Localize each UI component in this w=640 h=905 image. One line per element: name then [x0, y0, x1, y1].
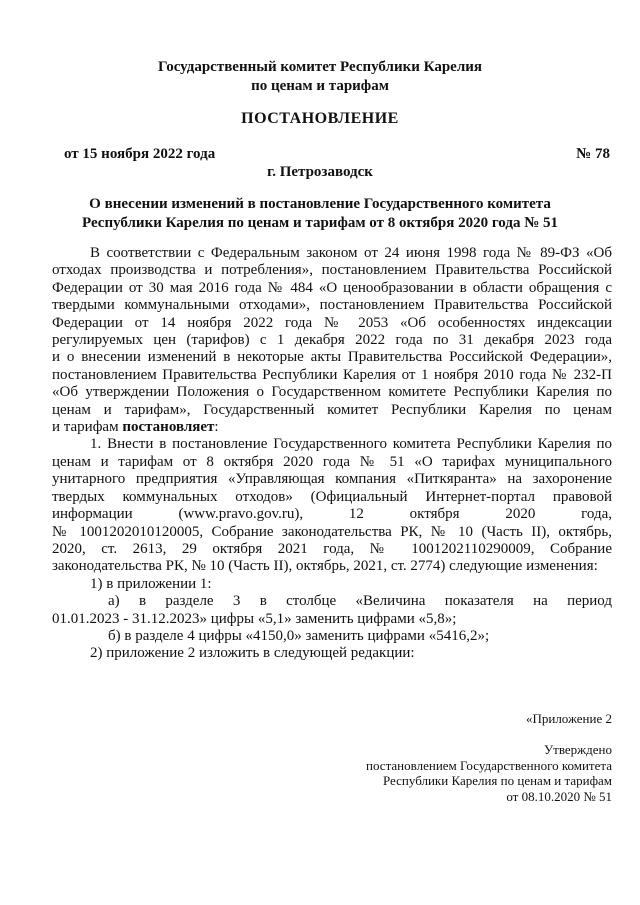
- p2-line: 1. Внести в постановление Государственного комитета Республики Карелия по: [90, 436, 612, 453]
- approval-line1: постановлением Государственного комитета: [366, 757, 612, 773]
- p2-last-line: законодательства РК, № 10 (Часть II), октябрь, 2021, ст. 2774) следующие изменения:: [52, 558, 598, 575]
- p1-last-colon: :: [214, 419, 219, 436]
- p1-line: ценам и тарифам», Государственный комитет Республики Карелия по ценам: [52, 401, 612, 418]
- p1-line: регулируемых цен (тарифов) с 1 декабря 2022 года по 31 декабря 2023 года: [52, 332, 612, 349]
- resolves-keyword: постановляет: [122, 419, 215, 436]
- p1-line: Федерации от 14 ноября 2022 года № 2053 «Об особенностях индексации: [52, 314, 612, 331]
- item-1b: б) в разделе 4 цифры «4150,0» заменить цифрами «5416,2»;: [108, 627, 490, 644]
- appendix-label: «Приложение 2: [525, 711, 612, 726]
- approved-word: Утверждено: [543, 742, 612, 757]
- org-name-line1: Государственный комитет Республики Карелия: [158, 59, 482, 75]
- p1-last-line: [52, 419, 612, 436]
- doc-title-line2: Республики Карелия по ценам и тарифам от 8 октября 2020 года № 51: [81, 215, 559, 231]
- doc-date: от 15 ноября 2022 года: [64, 146, 216, 162]
- p1-line: В соответствии с Федеральным законом от 24 июня 1998 года № 89-ФЗ «Об: [90, 245, 612, 261]
- approval-line3: от 08.10.2020 № 51: [506, 788, 612, 804]
- approval-block: [366, 742, 612, 804]
- p1-line: постановлением Правительства Республики Карелия от 1 ноября 2010 года № 232-П: [52, 366, 612, 383]
- doc-type-title: ПОСТАНОВЛЕНИЕ: [241, 110, 399, 127]
- doc-title: [0, 195, 640, 233]
- item-1a-line1: а) в разделе 3 в столбце «Величина показателя на период: [108, 593, 612, 610]
- p2-line: ценам и тарифам от 8 октября 2020 года № 51 «О тарифах муниципального: [52, 453, 612, 470]
- p1-last-plain: и тарифам: [52, 419, 123, 436]
- city: г. Петрозаводск: [267, 164, 373, 180]
- item-1: 1) в приложении 1:: [90, 575, 212, 592]
- p1-line: твердыми коммунальными отходами», постановлением Правительства Российской: [52, 297, 612, 314]
- p1-line: Федерации от 30 мая 2016 года № 484 «О ценообразовании в области обращения с: [52, 279, 612, 296]
- p2-line: унитарного предприятия «Управляющая компания «Питкяранта» на захоронение: [52, 471, 612, 488]
- body-paragraph-1: [52, 245, 612, 663]
- p2-line: информации (www.pravo.gov.ru), 12 октября 2020 года,: [52, 506, 612, 523]
- p2-line: 2020, ст. 2613, 29 октября 2021 года, № 1001202110290009, Собрание: [52, 540, 612, 557]
- doc-number: № 78: [576, 146, 610, 162]
- p2-line: твердых коммунальных отходов» (Официальный Интернет-портал правовой: [52, 488, 612, 505]
- p1-line: отходах производства и потребления», постановлением Правительства Российской: [52, 262, 612, 279]
- org-name-line2: по ценам и тарифам: [251, 78, 389, 94]
- p1-line: «Об утверждении Положения о Государственном комитете Республики Карелия по: [52, 384, 612, 401]
- p1-line: и о внесении изменений в некоторые акты Правительства Российской Федерации»,: [52, 349, 612, 366]
- p2-line: № 1001202010120005, Собрание законодательства РК, № 10 (Часть II), октябрь,: [52, 523, 612, 540]
- approval-line2: Республики Карелия по ценам и тарифам: [382, 773, 612, 788]
- item-1a-line2: 01.01.2023 - 31.12.2023» цифры «5,1» заменить цифрами «5,8»;: [52, 610, 457, 627]
- doc-title-line1: О внесении изменений в постановление Государственного комитета: [89, 196, 551, 212]
- item-2: 2) приложение 2 изложить в следующей редакции:: [90, 645, 415, 662]
